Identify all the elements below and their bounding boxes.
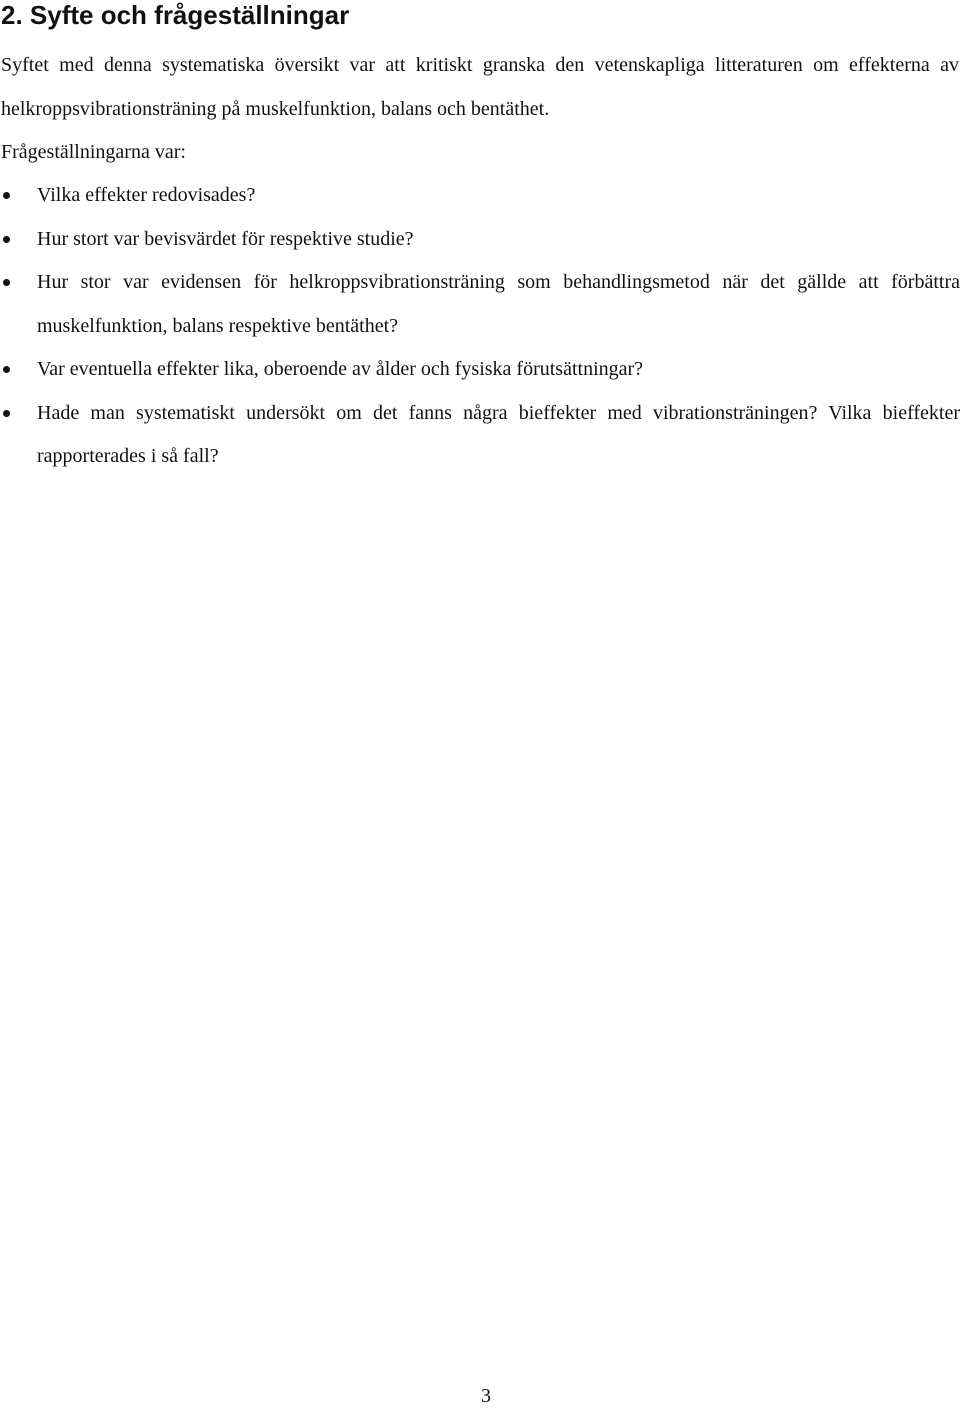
list-item xyxy=(0,392,960,479)
bullet-icon xyxy=(3,236,10,243)
bullet-icon xyxy=(3,366,10,373)
questions-intro: Frågeställningarna var: xyxy=(1,141,186,163)
list-item xyxy=(0,218,960,262)
purpose-paragraph: Syftet med denna systematiska översikt var att kritiskt granska den vetenskapliga litteraturen om effekterna av helkroppsvibrationsträning på muskelfunktion, balans och bentäthet. xyxy=(1,54,959,120)
bullet-icon xyxy=(3,410,10,417)
list-item xyxy=(0,174,960,218)
list-item xyxy=(0,348,960,392)
question-text: Var eventuella effekter lika, oberoende av ålder och fysiska förutsättningar? xyxy=(37,358,644,380)
list-item xyxy=(0,261,960,348)
bullet-icon xyxy=(3,279,10,286)
page-number: 3 xyxy=(481,1385,491,1407)
question-text: Vilka effekter redovisades? xyxy=(37,184,256,206)
question-text: Hade man systematiskt undersökt om det fanns några bieffekter med vibrationsträningen? Vilka bieffekter rapporterades i så fall? xyxy=(37,401,960,467)
bullet-icon xyxy=(3,192,10,199)
section-heading: 2. Syfte och frågeställningar xyxy=(1,0,350,30)
question-text: Hur stort var bevisvärdet för respektive studie? xyxy=(37,227,414,250)
questions-list xyxy=(0,174,960,479)
question-text: Hur stor var evidensen för helkroppsvibrationsträning som behandlingsmetod när det gällde att förbättra muskelfunktion, balans respektive bentäthet? xyxy=(37,271,960,337)
